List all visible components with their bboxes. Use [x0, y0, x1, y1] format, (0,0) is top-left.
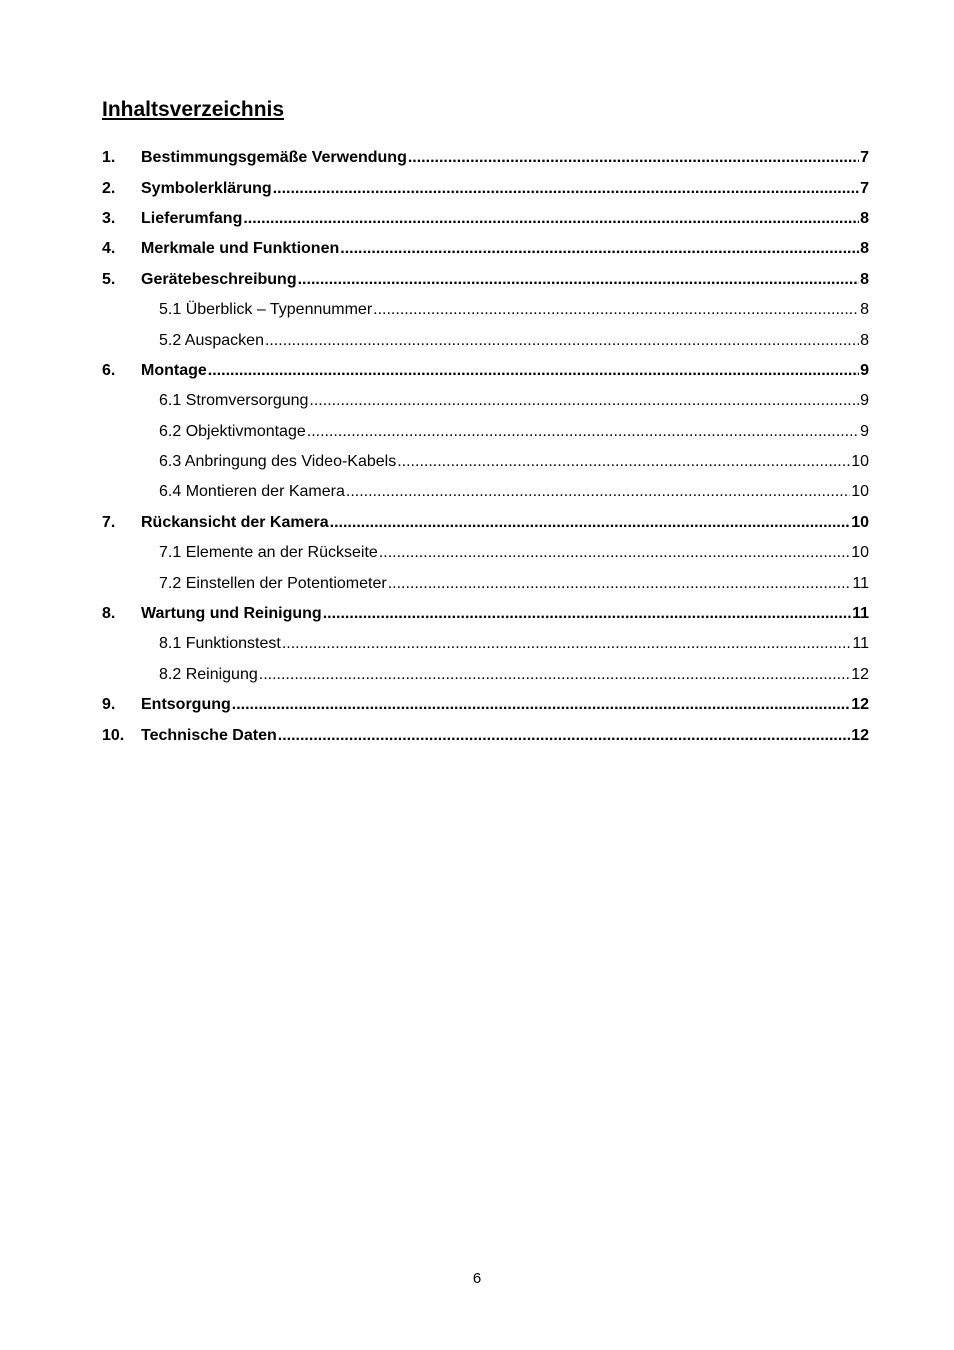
page-number: 6 — [472, 1270, 482, 1287]
toc-entry-page: 8 — [860, 301, 869, 319]
toc-entry-page: 12 — [851, 665, 869, 683]
toc-dot-leader — [232, 696, 850, 714]
toc-title: Inhaltsverzeichnis — [102, 98, 285, 121]
toc-entry-number: 8. — [102, 605, 116, 623]
toc-dot-leader — [408, 149, 859, 167]
toc-entry-number: 4. — [102, 240, 116, 258]
toc-entry-number: 6. — [102, 361, 116, 379]
toc-entry[interactable] — [102, 720, 869, 750]
toc-entry-page: 8 — [860, 270, 869, 288]
toc-entry-page: 11 — [852, 635, 869, 653]
toc-entry-page: 10 — [851, 453, 869, 471]
toc-entry-label: 5.2 Auspacken — [159, 331, 264, 349]
toc-entry-label: 6.1 Stromversorgung — [159, 392, 309, 410]
toc-entry-page: 8 — [860, 331, 869, 349]
toc-dot-leader — [388, 575, 852, 593]
toc-dot-leader — [243, 210, 859, 228]
toc-entry-number: 1. — [102, 149, 116, 167]
toc-entry-number: 5. — [102, 270, 116, 288]
toc-entry-page: 10 — [851, 544, 869, 562]
toc-dot-leader — [298, 271, 859, 289]
toc-dot-leader — [323, 605, 851, 623]
toc-dot-leader — [273, 180, 859, 198]
toc-entry-page: 9 — [860, 422, 869, 440]
toc-subentry[interactable] — [102, 538, 869, 568]
toc-entry[interactable] — [102, 508, 869, 538]
toc-entry[interactable] — [102, 173, 869, 203]
toc-entry-page: 12 — [851, 726, 869, 744]
toc-entry-label: Wartung und Reinigung — [141, 605, 322, 623]
toc-entry[interactable] — [102, 143, 869, 173]
toc-entry-label: Bestimmungsgemäße Verwendung — [141, 149, 407, 167]
toc-dot-leader — [379, 544, 850, 562]
toc-entry-label: 8.1 Funktionstest — [159, 635, 281, 653]
toc-entry-page: 11 — [852, 574, 869, 592]
toc-entry-label: 7.1 Elemente an der Rückseite — [159, 544, 378, 562]
toc-entry-label: 5.1 Überblick – Typennummer — [159, 301, 373, 319]
toc-entry-label: Gerätebeschreibung — [141, 270, 297, 288]
toc-entry-page: 12 — [851, 696, 869, 714]
toc-entry-page: 11 — [852, 605, 869, 623]
toc-dot-leader — [259, 666, 850, 684]
toc-entry-number: 2. — [102, 179, 116, 197]
toc-entry[interactable] — [102, 265, 869, 295]
toc-entry-label: Montage — [141, 361, 207, 379]
toc-entry-label: 8.2 Reinigung — [159, 665, 258, 683]
toc-entry-page: 7 — [860, 179, 869, 197]
toc-dot-leader — [330, 514, 851, 532]
toc-dot-leader — [346, 483, 850, 501]
toc-subentry[interactable] — [102, 325, 869, 355]
toc-subentry[interactable] — [102, 417, 869, 447]
toc-entry-label: Symbolerklärung — [141, 179, 272, 197]
toc-entry-label: 6.4 Montieren der Kamera — [159, 483, 345, 501]
toc-subentry[interactable] — [102, 568, 869, 598]
toc-dot-leader — [340, 240, 859, 258]
toc-entry-label: Entsorgung — [141, 696, 231, 714]
toc-entry-page: 10 — [851, 483, 869, 501]
toc-entry-label: 7.2 Einstellen der Potentiometer — [159, 574, 387, 592]
toc-dot-leader — [307, 423, 859, 441]
toc-entry[interactable] — [102, 356, 869, 386]
toc-entry-page: 9 — [860, 361, 869, 379]
toc-subentry[interactable] — [102, 660, 869, 690]
toc-dot-leader — [278, 727, 850, 745]
toc-entry-page: 8 — [860, 209, 869, 227]
toc-entry[interactable] — [102, 599, 869, 629]
toc-entry[interactable] — [102, 690, 869, 720]
toc-dot-leader — [309, 392, 859, 410]
toc-entry-page: 9 — [860, 392, 869, 410]
toc-subentry[interactable] — [102, 295, 869, 325]
toc-entry[interactable] — [102, 234, 869, 264]
toc-entry-number: 7. — [102, 513, 116, 531]
toc-subentry[interactable] — [102, 447, 869, 477]
toc-entry-page: 8 — [860, 240, 869, 258]
toc-entry-number: 10. — [102, 726, 125, 744]
toc-dot-leader — [265, 332, 859, 350]
toc-subentry[interactable] — [102, 477, 869, 507]
toc-entry-number: 3. — [102, 209, 116, 227]
toc-entry-label: Rückansicht der Kamera — [141, 513, 329, 531]
toc-dot-leader — [373, 301, 859, 319]
toc-subentry[interactable] — [102, 386, 869, 416]
toc-entry-page: 7 — [860, 149, 869, 167]
toc-dot-leader — [208, 362, 859, 380]
toc-entry-label: 6.3 Anbringung des Video-Kabels — [159, 453, 397, 471]
toc-dot-leader — [282, 635, 852, 653]
toc-entry-label: Lieferumfang — [141, 209, 243, 227]
toc-dot-leader — [397, 453, 850, 471]
toc-subentry[interactable] — [102, 629, 869, 659]
table-of-contents — [102, 143, 869, 751]
toc-entry-label: Technische Daten — [141, 726, 277, 744]
toc-entry-page: 10 — [851, 513, 869, 531]
toc-entry[interactable] — [102, 204, 869, 234]
toc-entry-label: 6.2 Objektivmontage — [159, 422, 306, 440]
toc-entry-number: 9. — [102, 696, 116, 714]
toc-entry-label: Merkmale und Funktionen — [141, 240, 340, 258]
